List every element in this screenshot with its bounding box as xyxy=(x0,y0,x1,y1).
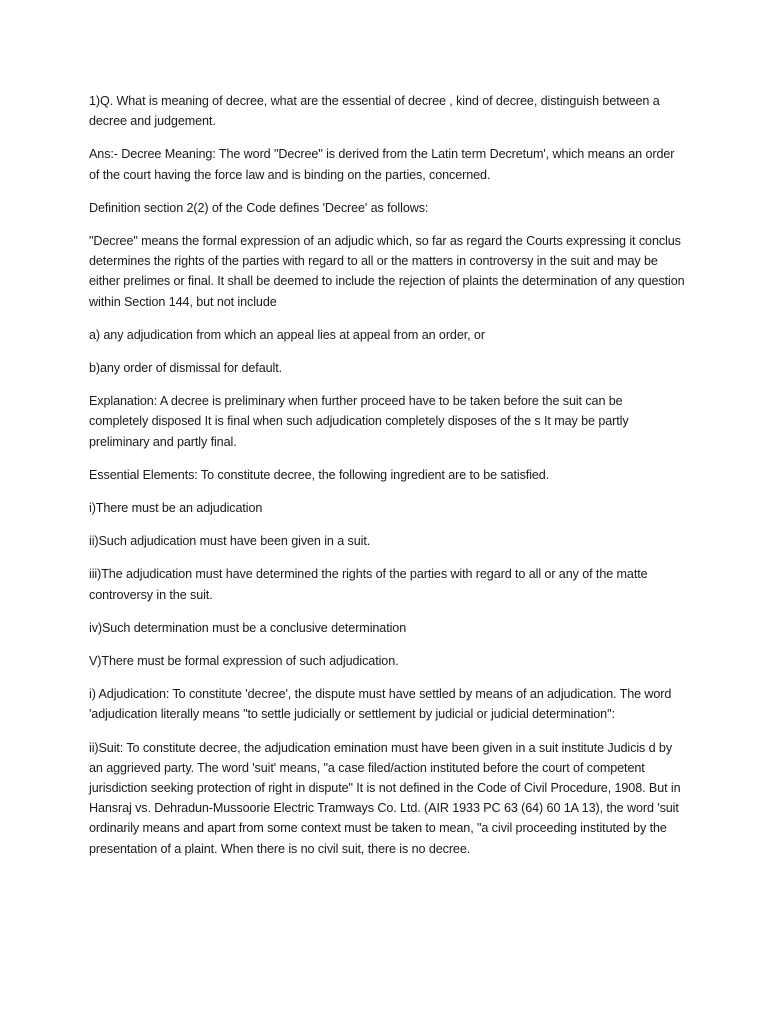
explanation-paragraph: Explanation: A decree is preliminary when further proceed have to be taken before the suit can be completely disposed It is final when such adjudication completely disposes of the s It may be partly preliminary and partly final. xyxy=(89,394,629,449)
element-5-paragraph: V)There must be formal expression of such adjudication. xyxy=(89,654,399,669)
element-3-paragraph: iii)The adjudication must have determined the rights of the parties with regard to all or any of the matte controversy in the suit. xyxy=(89,567,648,602)
question-paragraph: 1)Q. What is meaning of decree, what are the essential of decree , kind of decree, distinguish between a decree and judgement. xyxy=(89,94,660,129)
adjudication-paragraph: i) Adjudication: To constitute 'decree', the dispute must have settled by means of an adjudication. The word 'adjudication literally means "to settle judicially or settlement by judicial or judicial determination": xyxy=(89,687,672,722)
suit-paragraph: ii)Suit: To constitute decree, the adjudication emination must have been given in a suit institute Judicis d by an aggrieved party. The word 'suit' means, "a case filed/action instituted before the court of competent jurisdiction seeking protection of right in dispute" It is not defined in the Code of Civil Procedure, 1908. But in Hansraj vs. Dehradun-Mussoorie Electric Tramways Co. Ltd. (AIR 1933 PC 63 (64) 60 1A 13), the word 'suit ordinarily means and apart from some context must be taken to mean, "a civil proceeding instituted by the presentation of a plaint. When there is no civil suit, there is no decree. xyxy=(89,740,681,856)
exclusion-b-paragraph: b)any order of dismissal for default. xyxy=(89,361,282,376)
exclusion-a-paragraph: a) any adjudication from which an appeal lies at appeal from an order, or xyxy=(89,327,485,342)
element-1-paragraph: i)There must be an adjudication xyxy=(89,501,263,516)
answer-meaning-paragraph: Ans:- Decree Meaning: The word "Decree" is derived from the Latin term Decretum', which means an order of the court having the force law and is binding on the parties, concerned. xyxy=(89,147,675,182)
definition-text-paragraph: "Decree" means the formal expression of an adjudic which, so far as regard the Courts expressing it conclus determines the rights of the parties with regard to all or the matters in controversy in the suit and may be either prelimes or final. It shall be deemed to include the rejection of plaints the determination of any question within Section 144, but not include xyxy=(89,234,685,309)
definition-intro-paragraph: Definition section 2(2) of the Code defines 'Decree' as follows: xyxy=(89,200,429,215)
element-2-paragraph: ii)Such adjudication must have been given in a suit. xyxy=(89,534,371,549)
document-page xyxy=(89,91,685,872)
essential-elements-paragraph: Essential Elements: To constitute decree, the following ingredient are to be satisfied. xyxy=(89,467,550,482)
element-4-paragraph: iv)Such determination must be a conclusive determination xyxy=(89,620,407,635)
